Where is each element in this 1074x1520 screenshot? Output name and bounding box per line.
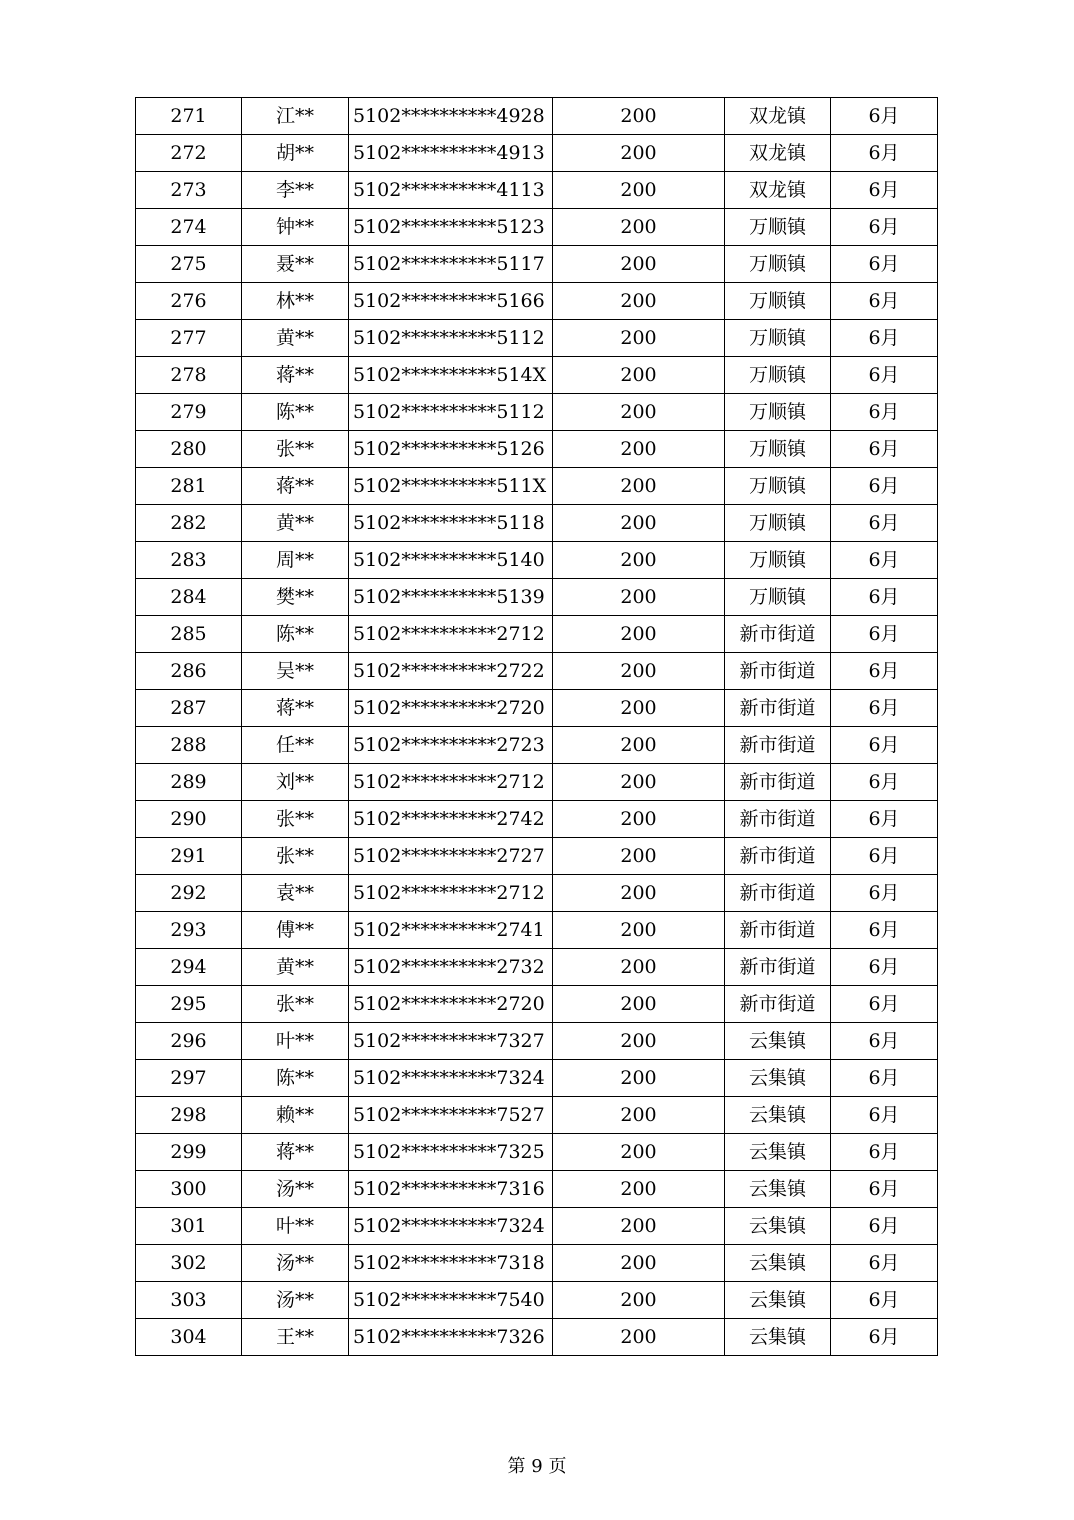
table-row bbox=[136, 246, 938, 283]
amount-cell: 200 bbox=[553, 801, 725, 838]
roster-table-body bbox=[136, 98, 938, 1356]
month-cell: 6月 bbox=[831, 209, 938, 246]
month-cell: 6月 bbox=[831, 801, 938, 838]
name-cell: 汤** bbox=[242, 1245, 349, 1282]
amount-cell: 200 bbox=[553, 246, 725, 283]
table-row bbox=[136, 579, 938, 616]
index-cell: 275 bbox=[136, 246, 242, 283]
town-cell: 万顺镇 bbox=[725, 246, 831, 283]
town-cell: 云集镇 bbox=[725, 1319, 831, 1356]
name-cell: 汤** bbox=[242, 1282, 349, 1319]
month-cell: 6月 bbox=[831, 1171, 938, 1208]
name-cell: 黄** bbox=[242, 320, 349, 357]
index-cell: 293 bbox=[136, 912, 242, 949]
table-row bbox=[136, 98, 938, 135]
town-cell: 万顺镇 bbox=[725, 579, 831, 616]
table-row bbox=[136, 801, 938, 838]
town-cell: 云集镇 bbox=[725, 1282, 831, 1319]
town-cell: 万顺镇 bbox=[725, 283, 831, 320]
month-cell: 6月 bbox=[831, 616, 938, 653]
name-cell: 张** bbox=[242, 431, 349, 468]
index-cell: 276 bbox=[136, 283, 242, 320]
amount-cell: 200 bbox=[553, 1171, 725, 1208]
id-number-cell: 5102**********7540 bbox=[349, 1282, 553, 1319]
name-cell: 傅** bbox=[242, 912, 349, 949]
name-cell: 蒋** bbox=[242, 468, 349, 505]
month-cell: 6月 bbox=[831, 764, 938, 801]
town-cell: 云集镇 bbox=[725, 1060, 831, 1097]
index-cell: 283 bbox=[136, 542, 242, 579]
id-number-cell: 5102**********5126 bbox=[349, 431, 553, 468]
town-cell: 云集镇 bbox=[725, 1171, 831, 1208]
amount-cell: 200 bbox=[553, 1060, 725, 1097]
index-cell: 304 bbox=[136, 1319, 242, 1356]
amount-cell: 200 bbox=[553, 986, 725, 1023]
month-cell: 6月 bbox=[831, 1319, 938, 1356]
month-cell: 6月 bbox=[831, 653, 938, 690]
id-number-cell: 5102**********5139 bbox=[349, 579, 553, 616]
amount-cell: 200 bbox=[553, 875, 725, 912]
index-cell: 271 bbox=[136, 98, 242, 135]
table-row bbox=[136, 1134, 938, 1171]
name-cell: 叶** bbox=[242, 1023, 349, 1060]
month-cell: 6月 bbox=[831, 838, 938, 875]
town-cell: 双龙镇 bbox=[725, 135, 831, 172]
amount-cell: 200 bbox=[553, 1245, 725, 1282]
index-cell: 277 bbox=[136, 320, 242, 357]
index-cell: 289 bbox=[136, 764, 242, 801]
index-cell: 303 bbox=[136, 1282, 242, 1319]
index-cell: 279 bbox=[136, 394, 242, 431]
town-cell: 新市街道 bbox=[725, 986, 831, 1023]
amount-cell: 200 bbox=[553, 727, 725, 764]
town-cell: 万顺镇 bbox=[725, 542, 831, 579]
amount-cell: 200 bbox=[553, 579, 725, 616]
amount-cell: 200 bbox=[553, 912, 725, 949]
month-cell: 6月 bbox=[831, 246, 938, 283]
table-row bbox=[136, 1097, 938, 1134]
table-row bbox=[136, 912, 938, 949]
id-number-cell: 5102**********514X bbox=[349, 357, 553, 394]
month-cell: 6月 bbox=[831, 505, 938, 542]
page-number: 第 9 页 bbox=[507, 1456, 567, 1477]
roster-table bbox=[135, 97, 938, 1356]
name-cell: 黄** bbox=[242, 949, 349, 986]
id-number-cell: 5102**********7527 bbox=[349, 1097, 553, 1134]
table-row bbox=[136, 653, 938, 690]
name-cell: 汤** bbox=[242, 1171, 349, 1208]
table-row bbox=[136, 949, 938, 986]
table-row bbox=[136, 616, 938, 653]
index-cell: 299 bbox=[136, 1134, 242, 1171]
index-cell: 302 bbox=[136, 1245, 242, 1282]
town-cell: 万顺镇 bbox=[725, 357, 831, 394]
month-cell: 6月 bbox=[831, 690, 938, 727]
town-cell: 新市街道 bbox=[725, 764, 831, 801]
month-cell: 6月 bbox=[831, 394, 938, 431]
index-cell: 278 bbox=[136, 357, 242, 394]
id-number-cell: 5102**********2723 bbox=[349, 727, 553, 764]
id-number-cell: 5102**********4928 bbox=[349, 98, 553, 135]
amount-cell: 200 bbox=[553, 1208, 725, 1245]
amount-cell: 200 bbox=[553, 135, 725, 172]
table-row bbox=[136, 357, 938, 394]
name-cell: 张** bbox=[242, 838, 349, 875]
id-number-cell: 5102**********5123 bbox=[349, 209, 553, 246]
month-cell: 6月 bbox=[831, 875, 938, 912]
amount-cell: 200 bbox=[553, 616, 725, 653]
amount-cell: 200 bbox=[553, 653, 725, 690]
table-row bbox=[136, 431, 938, 468]
amount-cell: 200 bbox=[553, 431, 725, 468]
amount-cell: 200 bbox=[553, 394, 725, 431]
town-cell: 万顺镇 bbox=[725, 320, 831, 357]
town-cell: 双龙镇 bbox=[725, 172, 831, 209]
town-cell: 云集镇 bbox=[725, 1097, 831, 1134]
id-number-cell: 5102**********7325 bbox=[349, 1134, 553, 1171]
id-number-cell: 5102**********2720 bbox=[349, 690, 553, 727]
town-cell: 万顺镇 bbox=[725, 431, 831, 468]
month-cell: 6月 bbox=[831, 1245, 938, 1282]
id-number-cell: 5102**********2712 bbox=[349, 875, 553, 912]
index-cell: 290 bbox=[136, 801, 242, 838]
amount-cell: 200 bbox=[553, 357, 725, 394]
index-cell: 280 bbox=[136, 431, 242, 468]
name-cell: 吴** bbox=[242, 653, 349, 690]
id-number-cell: 5102**********2712 bbox=[349, 616, 553, 653]
town-cell: 新市街道 bbox=[725, 616, 831, 653]
month-cell: 6月 bbox=[831, 1060, 938, 1097]
town-cell: 云集镇 bbox=[725, 1134, 831, 1171]
month-cell: 6月 bbox=[831, 1134, 938, 1171]
id-number-cell: 5102**********2741 bbox=[349, 912, 553, 949]
id-number-cell: 5102**********2742 bbox=[349, 801, 553, 838]
table-row bbox=[136, 727, 938, 764]
index-cell: 301 bbox=[136, 1208, 242, 1245]
amount-cell: 200 bbox=[553, 320, 725, 357]
table-row bbox=[136, 1319, 938, 1356]
id-number-cell: 5102**********5166 bbox=[349, 283, 553, 320]
amount-cell: 200 bbox=[553, 838, 725, 875]
id-number-cell: 5102**********2727 bbox=[349, 838, 553, 875]
index-cell: 287 bbox=[136, 690, 242, 727]
amount-cell: 200 bbox=[553, 98, 725, 135]
name-cell: 蒋** bbox=[242, 1134, 349, 1171]
name-cell: 袁** bbox=[242, 875, 349, 912]
month-cell: 6月 bbox=[831, 579, 938, 616]
name-cell: 陈** bbox=[242, 394, 349, 431]
name-cell: 黄** bbox=[242, 505, 349, 542]
month-cell: 6月 bbox=[831, 172, 938, 209]
index-cell: 284 bbox=[136, 579, 242, 616]
town-cell: 万顺镇 bbox=[725, 209, 831, 246]
name-cell: 赖** bbox=[242, 1097, 349, 1134]
amount-cell: 200 bbox=[553, 283, 725, 320]
table-row bbox=[136, 209, 938, 246]
amount-cell: 200 bbox=[553, 1134, 725, 1171]
id-number-cell: 5102**********5112 bbox=[349, 320, 553, 357]
amount-cell: 200 bbox=[553, 764, 725, 801]
amount-cell: 200 bbox=[553, 542, 725, 579]
table-row bbox=[136, 1171, 938, 1208]
table-row bbox=[136, 283, 938, 320]
index-cell: 285 bbox=[136, 616, 242, 653]
town-cell: 新市街道 bbox=[725, 727, 831, 764]
month-cell: 6月 bbox=[831, 283, 938, 320]
name-cell: 陈** bbox=[242, 616, 349, 653]
town-cell: 双龙镇 bbox=[725, 98, 831, 135]
town-cell: 新市街道 bbox=[725, 912, 831, 949]
index-cell: 292 bbox=[136, 875, 242, 912]
table-row bbox=[136, 986, 938, 1023]
id-number-cell: 5102**********7327 bbox=[349, 1023, 553, 1060]
month-cell: 6月 bbox=[831, 135, 938, 172]
index-cell: 282 bbox=[136, 505, 242, 542]
town-cell: 新市街道 bbox=[725, 801, 831, 838]
month-cell: 6月 bbox=[831, 1023, 938, 1060]
table-row bbox=[136, 172, 938, 209]
table-row bbox=[136, 1208, 938, 1245]
id-number-cell: 5102**********7324 bbox=[349, 1208, 553, 1245]
table-row bbox=[136, 542, 938, 579]
town-cell: 云集镇 bbox=[725, 1023, 831, 1060]
amount-cell: 200 bbox=[553, 1282, 725, 1319]
month-cell: 6月 bbox=[831, 357, 938, 394]
amount-cell: 200 bbox=[553, 468, 725, 505]
name-cell: 周** bbox=[242, 542, 349, 579]
name-cell: 王** bbox=[242, 1319, 349, 1356]
index-cell: 296 bbox=[136, 1023, 242, 1060]
month-cell: 6月 bbox=[831, 727, 938, 764]
table-row bbox=[136, 690, 938, 727]
index-cell: 300 bbox=[136, 1171, 242, 1208]
name-cell: 林** bbox=[242, 283, 349, 320]
index-cell: 295 bbox=[136, 986, 242, 1023]
month-cell: 6月 bbox=[831, 1097, 938, 1134]
id-number-cell: 5102**********7326 bbox=[349, 1319, 553, 1356]
table-row bbox=[136, 1023, 938, 1060]
index-cell: 298 bbox=[136, 1097, 242, 1134]
id-number-cell: 5102**********7324 bbox=[349, 1060, 553, 1097]
town-cell: 新市街道 bbox=[725, 690, 831, 727]
name-cell: 任** bbox=[242, 727, 349, 764]
id-number-cell: 5102**********7316 bbox=[349, 1171, 553, 1208]
name-cell: 陈** bbox=[242, 1060, 349, 1097]
id-number-cell: 5102**********2712 bbox=[349, 764, 553, 801]
name-cell: 张** bbox=[242, 801, 349, 838]
id-number-cell: 5102**********7318 bbox=[349, 1245, 553, 1282]
month-cell: 6月 bbox=[831, 431, 938, 468]
name-cell: 胡** bbox=[242, 135, 349, 172]
table-row bbox=[136, 875, 938, 912]
amount-cell: 200 bbox=[553, 1023, 725, 1060]
month-cell: 6月 bbox=[831, 1282, 938, 1319]
table-row bbox=[136, 320, 938, 357]
amount-cell: 200 bbox=[553, 172, 725, 209]
name-cell: 蒋** bbox=[242, 690, 349, 727]
id-number-cell: 5102**********5118 bbox=[349, 505, 553, 542]
table-row bbox=[136, 468, 938, 505]
id-number-cell: 5102**********2720 bbox=[349, 986, 553, 1023]
month-cell: 6月 bbox=[831, 320, 938, 357]
index-cell: 288 bbox=[136, 727, 242, 764]
month-cell: 6月 bbox=[831, 98, 938, 135]
index-cell: 297 bbox=[136, 1060, 242, 1097]
month-cell: 6月 bbox=[831, 542, 938, 579]
amount-cell: 200 bbox=[553, 1319, 725, 1356]
index-cell: 294 bbox=[136, 949, 242, 986]
name-cell: 张** bbox=[242, 986, 349, 1023]
name-cell: 蒋** bbox=[242, 357, 349, 394]
id-number-cell: 5102**********4913 bbox=[349, 135, 553, 172]
month-cell: 6月 bbox=[831, 912, 938, 949]
town-cell: 新市街道 bbox=[725, 838, 831, 875]
town-cell: 新市街道 bbox=[725, 875, 831, 912]
index-cell: 281 bbox=[136, 468, 242, 505]
table-row bbox=[136, 1060, 938, 1097]
id-number-cell: 5102**********2722 bbox=[349, 653, 553, 690]
id-number-cell: 5102**********5140 bbox=[349, 542, 553, 579]
month-cell: 6月 bbox=[831, 986, 938, 1023]
id-number-cell: 5102**********5112 bbox=[349, 394, 553, 431]
name-cell: 江** bbox=[242, 98, 349, 135]
name-cell: 李** bbox=[242, 172, 349, 209]
month-cell: 6月 bbox=[831, 949, 938, 986]
town-cell: 万顺镇 bbox=[725, 394, 831, 431]
index-cell: 291 bbox=[136, 838, 242, 875]
town-cell: 万顺镇 bbox=[725, 505, 831, 542]
name-cell: 刘** bbox=[242, 764, 349, 801]
name-cell: 钟** bbox=[242, 209, 349, 246]
town-cell: 新市街道 bbox=[725, 949, 831, 986]
id-number-cell: 5102**********5117 bbox=[349, 246, 553, 283]
amount-cell: 200 bbox=[553, 690, 725, 727]
month-cell: 6月 bbox=[831, 468, 938, 505]
index-cell: 272 bbox=[136, 135, 242, 172]
table-row bbox=[136, 1282, 938, 1319]
name-cell: 叶** bbox=[242, 1208, 349, 1245]
name-cell: 樊** bbox=[242, 579, 349, 616]
index-cell: 274 bbox=[136, 209, 242, 246]
index-cell: 273 bbox=[136, 172, 242, 209]
id-number-cell: 5102**********2732 bbox=[349, 949, 553, 986]
month-cell: 6月 bbox=[831, 1208, 938, 1245]
amount-cell: 200 bbox=[553, 1097, 725, 1134]
name-cell: 聂** bbox=[242, 246, 349, 283]
table-row bbox=[136, 1245, 938, 1282]
table-row bbox=[136, 838, 938, 875]
town-cell: 云集镇 bbox=[725, 1245, 831, 1282]
amount-cell: 200 bbox=[553, 505, 725, 542]
table-row bbox=[136, 764, 938, 801]
town-cell: 云集镇 bbox=[725, 1208, 831, 1245]
amount-cell: 200 bbox=[553, 949, 725, 986]
amount-cell: 200 bbox=[553, 209, 725, 246]
id-number-cell: 5102**********4113 bbox=[349, 172, 553, 209]
index-cell: 286 bbox=[136, 653, 242, 690]
table-row bbox=[136, 505, 938, 542]
town-cell: 万顺镇 bbox=[725, 468, 831, 505]
town-cell: 新市街道 bbox=[725, 653, 831, 690]
table-row bbox=[136, 394, 938, 431]
table-row bbox=[136, 135, 938, 172]
id-number-cell: 5102**********511X bbox=[349, 468, 553, 505]
